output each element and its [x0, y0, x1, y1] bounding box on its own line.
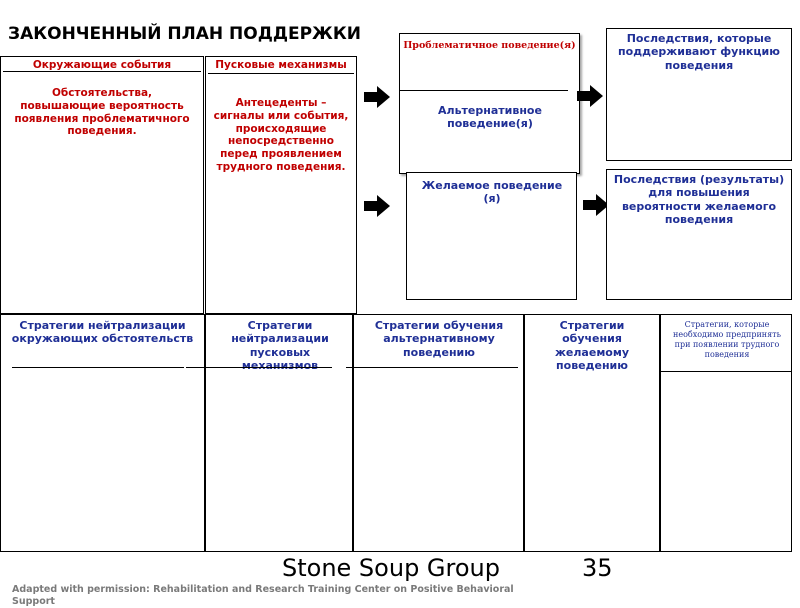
- setting-events-header: Окружающие события: [32, 59, 172, 71]
- credit-line: [12, 584, 572, 608]
- setting-events-header-rule: [3, 71, 201, 72]
- problem-behavior-rule: [400, 90, 568, 91]
- consequences-maintain-box: [606, 28, 792, 161]
- credit-line-2: Support: [12, 595, 55, 607]
- strategy-divider-rule: [12, 367, 184, 368]
- triggers-body: Антецеденты – сигналы или события, происходящие непосредственно перед проявлением трудного поведения.: [213, 97, 349, 173]
- strategy-divider-rule: [346, 367, 518, 368]
- strategy-box-rule: [661, 371, 791, 372]
- footer-group-name: Stone Soup Group: [282, 554, 500, 582]
- strategy-label: Стратегии нейтрализации пусковых механизмов: [231, 319, 329, 373]
- credit-line-1: Adapted with permission: Rehabilitation and Research Training Center on Positive Behavioral: [12, 584, 514, 595]
- desired-behavior-label: Желаемое поведение (я): [421, 179, 563, 206]
- strategy-box-triggers: [205, 314, 353, 552]
- strategy-box-desired: [524, 314, 660, 552]
- consequences-desired-box: [606, 169, 792, 300]
- triggers-box: [205, 56, 357, 314]
- problem-behavior-box: [399, 33, 580, 174]
- setting-events-box: [0, 56, 204, 314]
- setting-events-body: Обстоятельства, повышающие вероятность появления проблематичного поведения.: [14, 87, 190, 138]
- strategy-divider-rule: [186, 367, 332, 368]
- strategy-label: Стратегии обучения альтернативному поведению: [374, 319, 504, 359]
- page-number: 35: [582, 554, 613, 582]
- strategy-box-problem-response: [660, 314, 792, 552]
- alternative-behavior-label: Альтернативное поведение(я): [438, 104, 542, 131]
- arrow-right-icon: [364, 195, 390, 217]
- consequences-maintain-label: Последствия, которые поддерживают функцию поведения: [618, 32, 780, 72]
- strategy-label: Стратегии, которые необходимо предпринять при появлении трудного поведения: [673, 320, 781, 359]
- strategy-label: Стратегии обучения желаемому поведению: [554, 319, 630, 373]
- strategy-box-setting-events: [0, 314, 205, 552]
- strategy-box-alternative: [353, 314, 524, 552]
- triggers-header-rule: [208, 73, 354, 74]
- arrow-right-icon: [577, 85, 603, 107]
- strategy-label: Стратегии нейтрализации окружающих обстоятельств: [11, 319, 194, 346]
- arrow-right-icon: [364, 86, 390, 108]
- desired-behavior-box: [406, 172, 577, 300]
- problem-behavior-header: Проблематичное поведение(я): [403, 40, 576, 51]
- consequences-desired-label: Последствия (результаты) для повышения вероятности желаемого поведения: [613, 173, 785, 227]
- page-title: ЗАКОНЧЕННЫЙ ПЛАН ПОДДЕРЖКИ: [8, 24, 361, 44]
- triggers-header: Пусковые механизмы: [215, 59, 347, 71]
